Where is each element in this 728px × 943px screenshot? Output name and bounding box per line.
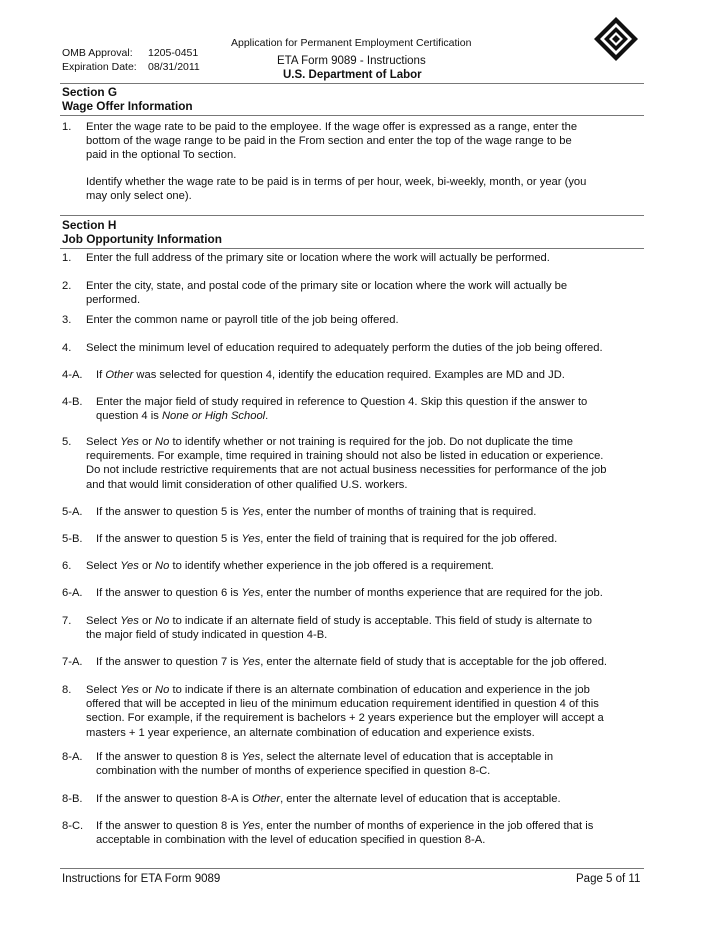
instruction-number: 4-A. (62, 369, 83, 381)
instruction-number: 1. (62, 252, 72, 264)
instruction-text-line: If the answer to question 8 is Yes, select the alternate level of education that is acceptable in (96, 751, 554, 763)
instruction-number: 4. (62, 342, 72, 354)
instruction-item (62, 655, 646, 669)
instruction-item (62, 559, 646, 573)
instruction-text-line: acceptable in combination with the level of education specified in question 8-A. (96, 834, 486, 847)
instruction-number: 8-C. (62, 820, 84, 832)
section-h-divider-top (60, 215, 644, 216)
instruction-number: 2. (62, 280, 72, 292)
instruction-text-line: Identify whether the wage rate to be paid is in terms of per hour, week, bi-weekly, month, or year (you (86, 176, 587, 188)
instruction-item (62, 341, 646, 355)
instruction-text-line: performed. (86, 294, 141, 307)
instruction-text-line: question 4 is None or High School. (96, 410, 269, 423)
section-g-title: Wage Offer Information (62, 99, 193, 113)
instruction-text-line: paid in the optional To section. (86, 149, 237, 162)
instruction-text-line: Enter the wage rate to be paid to the employee. If the wage offer is expressed as a range, enter the (86, 121, 578, 133)
instruction-text-line: If Other was selected for question 4, identify the education required. Examples are MD and JD. (96, 369, 565, 381)
expiration-date-label: Expiration Date: (62, 61, 137, 73)
instruction-item (62, 435, 646, 492)
section-g-label: Section G (62, 85, 118, 99)
instruction-item (62, 792, 646, 806)
instruction-item (62, 279, 646, 307)
instruction-number: 3. (62, 314, 72, 326)
header-divider (60, 83, 644, 84)
instruction-item (62, 120, 646, 163)
instruction-text-line: and that would limit consideration of other qualified U.S. workers. (86, 478, 408, 491)
instruction-text-line: Select Yes or No to identify whether or not training is required for the job. Do not duplicate the time (86, 436, 573, 448)
instruction-text-line: If the answer to question 8 is Yes, enter the number of months of experience in the job offered that is (96, 820, 594, 832)
footer-divider (60, 868, 644, 869)
form-name: ETA Form 9089 - Instructions (277, 55, 426, 67)
instruction-text-line: If the answer to question 8-A is Other, enter the alternate level of education that is acceptable. (96, 793, 561, 805)
instruction-text-line: section. For example, if the requirement is bachelors + 2 years experience but the employer will accept a (86, 712, 604, 725)
instruction-text-line: bottom of the wage range to be paid in the From section and enter the top of the wage range to be (86, 135, 572, 148)
expiration-date-value: 08/31/2011 (148, 61, 200, 73)
instruction-number: 5-B. (62, 533, 83, 545)
footer-form-name: Instructions for ETA Form 9089 (62, 873, 221, 885)
instruction-number: 8-B. (62, 793, 83, 805)
instruction-item (62, 586, 646, 600)
instruction-text-line: Select the minimum level of education required to adequately perform the duties of the job being offered. (86, 342, 603, 354)
footer-page-number: Page 5 of 11 (576, 873, 641, 885)
instruction-text-line: Select Yes or No to indicate if there is an alternate combination of education and experience in the job (86, 684, 590, 696)
instruction-number: 6. (62, 560, 72, 572)
section-h-divider (60, 248, 644, 249)
instruction-item (62, 614, 646, 642)
instruction-number: 7. (62, 615, 72, 627)
instruction-text-line: Enter the major field of study required in reference to Question 4. Skip this question if the answer to (96, 396, 588, 408)
instruction-text-line: If the answer to question 7 is Yes, enter the alternate field of study that is acceptable for the job offered. (96, 656, 608, 668)
instruction-text-line: If the answer to question 5 is Yes, enter the field of training that is required for the job offered. (96, 533, 558, 545)
instruction-text-line: combination with the number of months of experience specified in question 8-C. (96, 765, 491, 778)
section-h-label: Section H (62, 218, 117, 232)
department-name: U.S. Department of Labor (283, 69, 422, 81)
instruction-text-line: Enter the full address of the primary site or location where the work will actually be performed. (86, 252, 550, 264)
instruction-item (62, 819, 646, 847)
instruction-text-line: Select Yes or No to identify whether experience in the job offered is a requirement. (86, 560, 494, 572)
form-header-title: Application for Permanent Employment Certification (231, 37, 472, 49)
instruction-text-line: may only select one). (86, 190, 192, 203)
instruction-number: 6-A. (62, 587, 83, 599)
dol-logo-icon (592, 15, 640, 63)
instruction-text-line: masters + 1 year experience, an alternate combination of education and experience exists. (86, 726, 535, 739)
instruction-number: 7-A. (62, 656, 83, 668)
instruction-text-line: requirements. For example, time required in training should not also be listed in education or experience. (86, 450, 604, 463)
instruction-item (62, 750, 646, 778)
instruction-text-line: the major field of study indicated in question 4-B. (86, 629, 328, 642)
section-g-divider (60, 115, 644, 116)
instruction-text-line: Enter the city, state, and postal code of the primary site or location where the work will actually be (86, 280, 568, 292)
instruction-item (62, 532, 646, 546)
instruction-item (62, 175, 646, 203)
instruction-number: 8. (62, 684, 72, 696)
instruction-number: 5. (62, 436, 72, 448)
instruction-number: 4-B. (62, 396, 83, 408)
instruction-number: 5-A. (62, 506, 83, 518)
instruction-text-line: Select Yes or No to indicate if an alternate field of study is acceptable. This field of study is alternate to (86, 615, 593, 627)
instruction-text-line: If the answer to question 6 is Yes, enter the number of months experience that are required for the job. (96, 587, 603, 599)
instruction-text-line: If the answer to question 5 is Yes, enter the number of months of training that is required. (96, 506, 537, 518)
instruction-item (62, 505, 646, 519)
instruction-text-line: offered that will be accepted in lieu of the minimum education requirement identified in question 4 of this (86, 698, 599, 711)
instruction-number: 8-A. (62, 751, 83, 763)
instruction-text-line: Enter the common name or payroll title of the job being offered. (86, 314, 399, 326)
instruction-item (62, 683, 646, 740)
instruction-item (62, 395, 646, 423)
omb-approval-number: 1205-0451 (148, 47, 199, 59)
instruction-item (62, 368, 646, 382)
instruction-item (62, 313, 646, 327)
instruction-number: 1. (62, 121, 72, 133)
instruction-text-line: Do not include restrictive requirements that are not actual business necessities for performance of the job (86, 464, 607, 477)
section-h-title: Job Opportunity Information (62, 232, 222, 246)
instruction-item (62, 251, 646, 265)
omb-approval-label: OMB Approval: (62, 47, 133, 59)
